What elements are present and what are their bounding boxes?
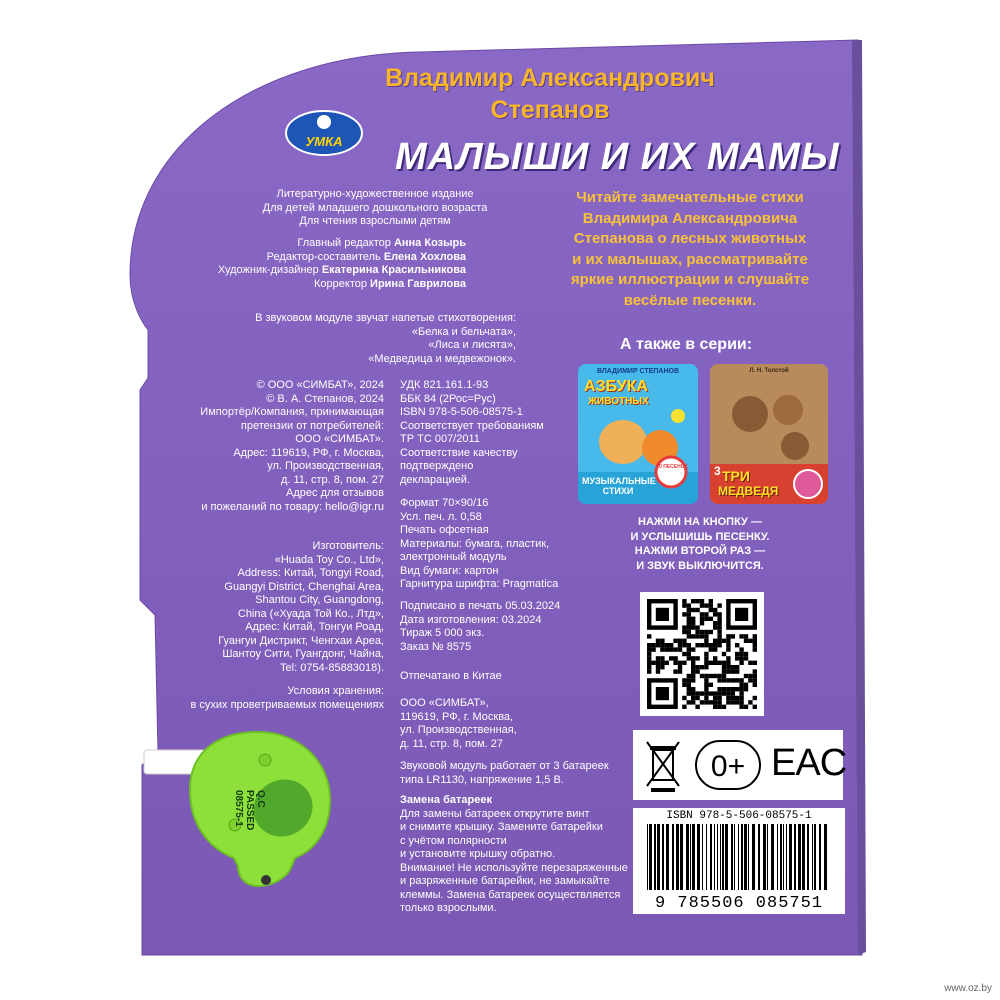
format-info [400, 497, 590, 592]
battery-text-line: Для замены батареек открутите винт [400, 807, 590, 820]
imprint-line: © В. А. Степанов, 2024 [266, 392, 384, 405]
book-title-word: АЗБУКА [584, 378, 648, 395]
promo-line: весёлые песенки. [623, 291, 757, 309]
imprint-line: ООО «СИМБАТ». [295, 433, 384, 445]
sticker-line: Q.C [255, 790, 266, 808]
storage-line: Условия хранения: [287, 685, 384, 697]
book-author: Л. Н. Толстой [749, 368, 789, 374]
credits [170, 237, 466, 291]
edition-info [215, 188, 535, 229]
poems-line: «Белка и бельчата», [411, 325, 516, 338]
barcode-number: 9 785506 085751 [654, 894, 824, 913]
manufacturer-line: Гуангуи Дистрикт, Ченгхаи Ареа, [218, 634, 384, 647]
credit-row [170, 251, 466, 265]
manufacturer-line: Guangyi District, Chenghai Area, [224, 580, 384, 593]
format-line: Гарнитура шрифта: Pragmatica [400, 578, 559, 590]
battery-text-line: и установите крышку обратно. [400, 848, 556, 860]
book-title-word: ЖИВОТНЫХ [588, 396, 649, 407]
battery-replacement [400, 794, 640, 916]
crossed-bin-icon [643, 736, 683, 796]
qr-code-icon [640, 592, 764, 716]
printed-in: Отпечатано в Китае [400, 670, 502, 682]
format-line: Материалы: бумага, пластик, [400, 537, 550, 550]
isbn-line: ISBN 978-5-506-08575-1 [666, 810, 812, 822]
book-badge: 10 ПЕСЕНОК [656, 464, 688, 470]
promo-line: Владимира Александровича [582, 209, 798, 227]
print-line: Заказ № 8575 [400, 640, 472, 653]
sticker-line: PASSED [244, 790, 255, 831]
eac-mark: EAC [771, 742, 847, 784]
imprint-line: ISBN 978-5-506-08575-1 [400, 406, 523, 418]
credit-name: Ирина Гаврилова [370, 277, 466, 290]
button-instructions [580, 515, 820, 573]
credit-row [170, 264, 466, 278]
manufacturer-info [150, 540, 384, 675]
sound-module-poems [180, 312, 516, 366]
imprint-line: декларацией. [400, 473, 471, 486]
format-line: Формат 70×90/16 [400, 497, 489, 509]
edition-line: Литературно-художественное издание [276, 188, 474, 200]
promo-line: и их малышах, рассматривайте [572, 250, 808, 268]
credit-row [170, 278, 466, 292]
manufacturer-line: Address: Китай, Tongyi Road, [237, 567, 384, 579]
manufacturer-line: China («Хуада Той Ко., Лтд», [237, 607, 384, 620]
credit-role: Художник-дизайнер [217, 264, 319, 276]
instruction-line: НАЖМИ ВТОРОЙ РАЗ — [634, 545, 766, 557]
format-line: Вид бумаги: картон [400, 564, 499, 577]
book-title-word: МЕДВЕДЯ [718, 484, 779, 498]
imprint-line: УДК 821.161.1-93 [400, 379, 489, 391]
address-line: ООО «СИМБАТ», [400, 697, 489, 709]
logo-text: УМКА [305, 134, 343, 149]
imprint-line: Адрес для отзывов [286, 487, 384, 499]
battery-text-line: Внимание! Не используйте перезаряженные [400, 861, 628, 874]
print-line: Дата изготовления: 03.2024 [400, 613, 542, 626]
battery-info [400, 760, 620, 787]
series-heading: А также в серии: [620, 336, 753, 353]
book-series: МУЗЫКАЛЬНЫЕ СТИХИ [582, 476, 656, 496]
qc-sticker [233, 790, 266, 830]
imprint-right [400, 379, 570, 487]
credit-role: Редактор-составитель [266, 250, 381, 263]
credit-name: Екатерина Красильникова [321, 264, 466, 276]
credit-role: Главный редактор [297, 237, 391, 249]
address-line: ул. Производственная, [400, 724, 517, 736]
barcode-box [633, 808, 845, 914]
qr-code [640, 592, 764, 716]
promo-line: Читайте замечательные стихи [576, 189, 804, 206]
address-line: д. 11, стр. 8, пом. 27 [400, 737, 504, 750]
instruction-line: НАЖМИ НА КНОПКУ — [638, 516, 762, 528]
book-title: МАЛЫШИ И ИХ МАМЫ [395, 136, 840, 178]
manufacturer-line: Изготовитель: [312, 540, 384, 552]
book-thumbnail-tri-medvedya [710, 364, 828, 504]
battery-text-line: и разряженные батарейки, не замыкайте [400, 875, 610, 887]
storage-line: в сухих проветриваемых помещениях [190, 698, 384, 711]
battery-line: Звуковой модуль работает от 3 батареек [400, 760, 609, 772]
edition-line: Для чтения взрослыми детям [299, 215, 451, 227]
watermark: www.oz.by [944, 983, 992, 994]
promo-text [540, 188, 840, 311]
print-line: Подписано в печать 05.03.2024 [400, 600, 561, 612]
author-line-2: Степанов [490, 96, 610, 124]
credit-row [170, 237, 466, 251]
barcode-icon [641, 824, 837, 892]
poems-line: В звуковом модуле звучат напетые стихотворения: [255, 312, 516, 324]
imprint-line: подтверждено [400, 460, 474, 472]
book-title-word: ТРИ [722, 468, 750, 484]
imprint-line: Импортёр/Компания, принимающая [200, 406, 384, 418]
format-line: Усл. печ. л. 0,58 [400, 510, 482, 523]
imprint-line: д. 11, стр. 8, пом. 27 [280, 473, 384, 486]
imprint-line: Адрес: 119619, РФ, г. Москва, [233, 446, 384, 459]
format-line: Печать офсетная [400, 524, 489, 536]
promo-line: яркие иллюстрации и слушайте [570, 271, 810, 288]
instruction-line: И УСЛЫШИШЬ ПЕСЕНКУ. [630, 530, 770, 543]
certification-box [633, 730, 847, 800]
battery-text-line: с учётом полярности [400, 834, 507, 847]
manufacturer-line: Адрес: Китай, Тонгуи Роад, [245, 621, 384, 633]
imprint-left [170, 379, 384, 514]
imprint-line: Соответствие качеству [400, 446, 518, 459]
storage-conditions [150, 685, 384, 712]
manufacturer-line: «Huada Toy Co., Ltd», [274, 553, 384, 566]
age-rating-badge: 0+ [695, 740, 761, 790]
poems-line: «Медведица и медвежонок». [368, 352, 516, 365]
print-info [400, 600, 590, 654]
credit-name: Елена Хохлова [383, 250, 466, 263]
imprint-line: претензии от потребителей: [240, 419, 384, 432]
imprint-line: и пожеланий по товару: hello@igr.ru [201, 500, 384, 513]
book-badge: 3 [714, 464, 721, 478]
simbat-address [400, 697, 590, 751]
instruction-line: И ЗВУК ВЫКЛЮЧИТСЯ. [636, 559, 764, 572]
manufacturer-line: Шантоу Сити, Гуангдонг, Чайна, [222, 648, 384, 660]
imprint-line: ББК 84 (2Рос=Рус) [400, 392, 496, 405]
sticker-line: 08575-1 [233, 790, 244, 827]
credit-name: Анна Козырь [393, 237, 466, 249]
imprint-line: Соответствует требованиям [400, 419, 544, 432]
battery-title: Замена батареек [400, 794, 492, 806]
battery-text-line: и снимите крышку. Замените батарейки [400, 821, 603, 833]
battery-text-line: только взрослыми. [400, 902, 497, 914]
book-thumbnail-azbuka [578, 364, 698, 504]
print-line: Тираж 5 000 экз. [400, 627, 485, 639]
format-line: электронный модуль [400, 551, 507, 563]
battery-text-line: клеммы. Замена батареек осуществляется [400, 888, 621, 901]
promo-line: Степанова о лесных животных [573, 230, 807, 247]
manufacturer-line: Tel: 0754-85883018). [280, 661, 384, 674]
edition-line: Для детей младшего дошкольного возраста [262, 201, 488, 214]
imprint-line: ул. Производственная, [267, 460, 384, 472]
book-author: ВЛАДИМИР СТЕПАНОВ [596, 368, 680, 375]
imprint-line: © ООО «СИМБАТ», 2024 [256, 379, 384, 391]
credit-role: Корректор [314, 277, 367, 290]
author-line-1: Владимир Александрович [385, 64, 715, 92]
manufacturer-line: Shantou City, Guangdong, [255, 594, 384, 606]
imprint-line: ТР ТС 007/2011 [400, 433, 480, 445]
battery-line: типа LR1130, напряжение 1,5 В. [400, 773, 564, 786]
address-line: 119619, РФ, г. Москва, [400, 710, 514, 723]
poems-line: «Лиса и лисята», [428, 339, 516, 351]
